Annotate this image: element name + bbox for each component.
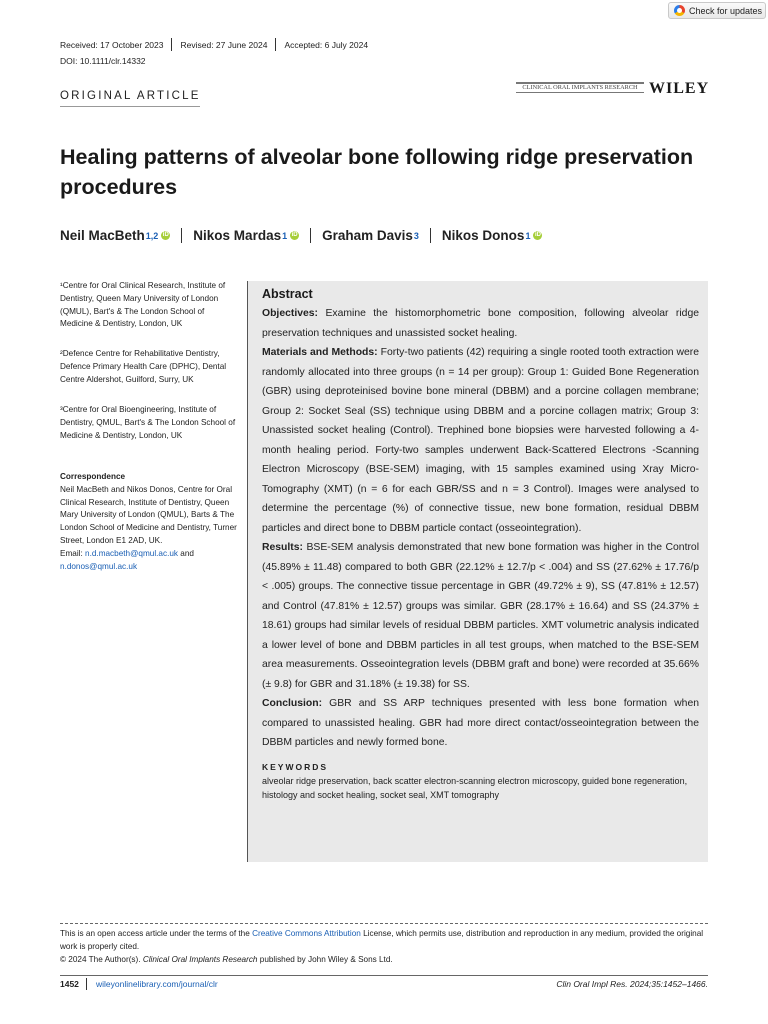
email-link[interactable]: n.d.macbeth@qmul.ac.uk: [85, 548, 178, 558]
accepted-date: Accepted: 6 July 2024: [284, 39, 369, 50]
abstract-methods: Materials and Methods: Forty-two patients (42) requiring a single rooted tooth extraction were randomly allocated into three groups (n = 14 per group): Group 1: Guided Bone Regeneration (GBR) using deproteinised bovine bone mineral (DBBM) and a porcine collagen membrane; Group 2: Socket Seal (SS) technique using DBBM and a porcine collagen matrix; Group 3: Unassisted socket healing (Control). Trephined bone biopsies were harvested following a 4-month healing period. Forty-two samples underwent Back-Scattered Electrons -Scanning Electron Microscopy (BSE-SEM) imaging, with 15 samples examined using Xray Micro-Tomography (XMT) (n = 6 for each GBR/SS and n = 3 Control). Images were analysed to determine the percentage (%) of connective tissue, new bone formation, residual DBBM particles and direct bone to DBBM particle contact (osseointegration).: [262, 347, 699, 534]
divider: [60, 975, 708, 976]
abstract-heading: Abstract: [262, 287, 313, 301]
abstract-results: Results: BSE-SEM analysis demonstrated that new bone formation was higher in the Control (45.89% ± 11.48) compared to both GBR (22.12% ± 12.7/p < .004) and SS (27.62% ± 17.76/p < .005) groups. The connective tissue percentage in GBR (49.72% ± 9), SS (47.81% ± 12.57) and Control (47.81% ± 12.57) groups was similar. GBR (28.17% ± 16.64) and SS (24.37% ± 18.61) groups had similar levels of residual DBBM particles. XMT volumetric analysis indicated a lower level of bone and DBBM particles in all test groups, when matched to the BSE-SEM area measurements. Osseointegration levels (DBBM graft and bone) were recorded at 35.66% (± 9.8) for GBR and 31.18% (± 19.38) for SS.: [262, 542, 699, 690]
abstract-objectives: Objectives: Examine the histomorphometric bone composition, following alveolar ridge preservation techniques and unassisted socket healing.: [262, 308, 700, 339]
correspondence: [60, 471, 238, 573]
received-date: Received: 17 October 2023: [60, 39, 164, 50]
license-link[interactable]: Creative Commons Attribution: [252, 929, 361, 938]
correspondence-email: Email: n.d.macbeth@qmul.ac.uk and n.donos@qmul.ac.uk: [60, 548, 194, 571]
orcid-icon[interactable]: iD: [162, 232, 169, 238]
author-name[interactable]: Nikos Donos: [441, 228, 525, 243]
check-for-updates-label: Check for updates: [689, 5, 763, 16]
revised-date: Revised: 27 June 2024: [180, 39, 268, 50]
author-affiliation-mark: 3: [413, 230, 419, 241]
author-affiliation-mark: 1: [282, 230, 288, 241]
divider: [60, 923, 708, 924]
doi[interactable]: DOI: 10.1111/clr.14332: [60, 56, 146, 66]
affiliation: ³Centre for Oral Bioengineering, Institute of Dentistry, QMUL, Bart's & The London School of Medicine & Dentistry, London, UK: [60, 405, 236, 440]
publisher-logo: WILEY: [649, 80, 710, 97]
crossmark-icon: [674, 5, 685, 16]
affiliation: ¹Centre for Oral Clinical Research, Institute of Dentistry, Queen Mary University of London (QMUL), Bart's & The London School of Medicine & Dentistry, London, UK: [60, 281, 226, 329]
article-dates: [60, 38, 368, 51]
abstract-panel: [247, 281, 708, 862]
correspondence-address: Neil MacBeth and Nikos Donos, Centre for Oral Clinical Research, Institute of Dentistry, Queen Mary University of London (QMUL), Barts & The London School of Medicine and Dentistry, Turner Street, London E1 2AD, UK.: [60, 484, 237, 545]
correspondence-heading: Correspondence: [60, 472, 126, 481]
author-affiliation-mark: 1: [525, 230, 531, 241]
keywords-heading: KEYWORDS: [262, 761, 329, 772]
author-name[interactable]: Neil MacBeth: [60, 228, 145, 243]
article-type: ORIGINAL ARTICLE: [60, 90, 201, 102]
abstract-conclusion: Conclusion: GBR and SS ARP techniques presented with less bone formation when compared to unassisted healing. GBR had more direct contact/osseointegration between the DBBM particles and newly formed bone.: [262, 698, 699, 748]
license-notice: This is an open access article under the terms of the Creative Commons Attribution License, which permits use, distribution and reproduction in any medium, provided the original work is properly cited. © 2024 The Author(s). Clinical Oral Implants Research published by John Wiley & Sons Ltd.: [60, 927, 708, 966]
author-affiliation-mark: 1,2: [145, 230, 159, 241]
journal-logo: CLINICAL ORAL IMPLANTS RESEARCH: [516, 82, 644, 93]
copyright: © 2024 The Author(s). Clinical Oral Implants Research published by John Wiley & Sons Ltd.: [60, 955, 393, 964]
journal-site-link[interactable]: wileyonlinelibrary.com/journal/clr: [96, 979, 218, 989]
check-for-updates-button[interactable]: [668, 2, 766, 19]
citation: Clin Oral Impl Res. 2024;35:1452–1466.: [556, 979, 708, 989]
author-name[interactable]: Graham Davis: [322, 228, 413, 243]
email-link[interactable]: n.donos@qmul.ac.uk: [60, 561, 138, 571]
article-title: Healing patterns of alveolar bone following ridge preservation procedures: [60, 145, 694, 199]
orcid-icon[interactable]: iD: [291, 232, 298, 238]
orcid-icon[interactable]: iD: [534, 232, 541, 238]
author-list: [60, 228, 542, 243]
author-name[interactable]: Nikos Mardas: [193, 228, 282, 243]
divider: [60, 106, 200, 107]
keywords: alveolar ridge preservation, back scatter electron-scanning electron microscopy, guided bone regeneration, histology and socket healing, socket seal, XMT tomography: [262, 775, 688, 800]
page-number: 1452: [60, 979, 79, 989]
affiliation: ²Defence Centre for Rehabilitative Dentistry, Defence Primary Health Care (DPHC), Dental Centre Aldershot, Guilford, Surry, UK: [60, 349, 227, 384]
